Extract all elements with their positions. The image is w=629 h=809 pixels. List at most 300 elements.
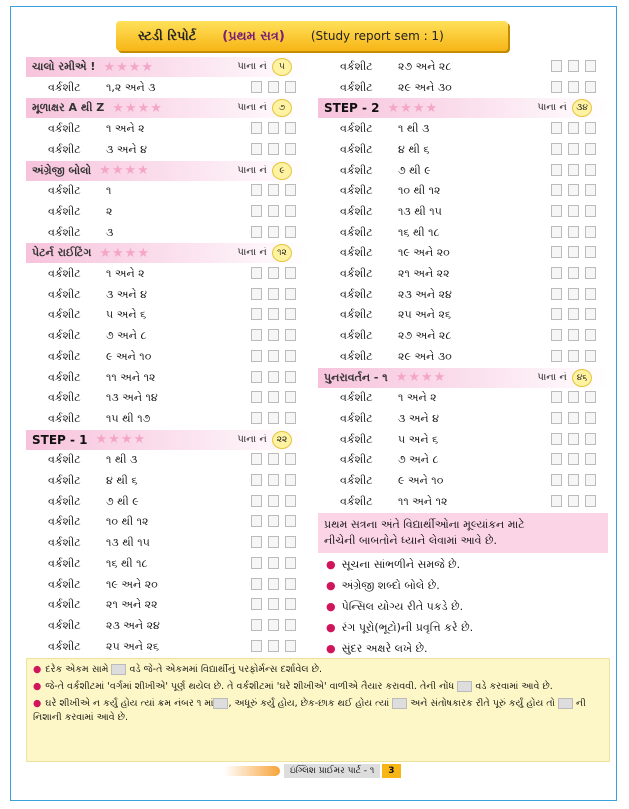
worksheet-range: ૧૧ અને ૧૨	[106, 370, 156, 384]
check-boxes	[251, 557, 296, 569]
check-boxes	[551, 391, 596, 403]
check-box[interactable]	[251, 391, 262, 403]
check-box[interactable]	[285, 474, 296, 486]
checkbox-icon	[457, 681, 472, 692]
check-box[interactable]	[551, 453, 562, 465]
worksheet-label: વર્કશીટ	[340, 494, 373, 508]
check-box[interactable]	[285, 288, 296, 300]
worksheet-range: ૧૯ અને ૨૦	[106, 577, 158, 591]
page-ref-number: ૪૬	[572, 369, 592, 387]
check-box[interactable]	[551, 246, 562, 258]
worksheet-range: ૧૦ થી ૧૨	[398, 184, 441, 198]
worksheet-row	[318, 140, 608, 160]
worksheet-row	[318, 181, 608, 201]
worksheet-label: વર્કશીટ	[340, 267, 373, 280]
worksheet-label: વર્કશીટ	[340, 163, 373, 177]
worksheet-row	[26, 575, 308, 595]
check-boxes	[251, 184, 296, 196]
check-box[interactable]	[285, 350, 296, 362]
check-box[interactable]	[585, 205, 596, 217]
worksheet-label: વર્કશીટ	[48, 142, 81, 156]
worksheet-row	[26, 512, 308, 532]
check-box[interactable]	[285, 205, 296, 217]
check-box[interactable]	[251, 453, 262, 465]
check-box[interactable]	[268, 619, 279, 631]
worksheet-row	[26, 223, 308, 243]
check-box[interactable]	[251, 515, 262, 527]
worksheet-label: વર્કશીટ	[48, 267, 81, 280]
check-box[interactable]	[551, 308, 562, 320]
section-header	[318, 368, 608, 388]
check-box[interactable]	[551, 474, 562, 486]
check-box[interactable]	[268, 536, 279, 548]
worksheet-range: ૧૬ થી ૧૮	[398, 225, 440, 239]
check-boxes	[551, 143, 596, 155]
check-box[interactable]	[551, 267, 562, 279]
check-boxes	[251, 267, 296, 279]
check-box[interactable]	[551, 350, 562, 362]
section-title: STEP - 1	[32, 432, 88, 447]
worksheet-range: ૨	[106, 204, 113, 218]
worksheet-label: વર્કશીટ	[340, 432, 373, 446]
check-boxes	[251, 515, 296, 527]
worksheet-row	[26, 450, 308, 470]
worksheet-row	[318, 347, 608, 367]
check-box[interactable]	[551, 412, 562, 424]
check-box[interactable]	[268, 412, 279, 424]
page-ref-number: ૭	[272, 99, 292, 117]
check-box[interactable]	[251, 143, 262, 155]
check-boxes	[551, 81, 596, 93]
check-box[interactable]	[251, 329, 262, 341]
check-box[interactable]	[568, 81, 579, 93]
worksheet-row	[26, 492, 308, 512]
check-box[interactable]	[585, 81, 596, 93]
section-header	[26, 161, 308, 181]
check-box[interactable]	[568, 164, 579, 176]
check-box[interactable]	[551, 205, 562, 217]
check-box[interactable]	[251, 578, 262, 590]
worksheet-row	[26, 409, 308, 429]
check-box[interactable]	[268, 598, 279, 610]
worksheet-label: વર્કશીટ	[48, 577, 81, 591]
check-box[interactable]	[251, 184, 262, 196]
check-box[interactable]	[585, 122, 596, 134]
worksheet-range: ૧ અને ૨	[398, 391, 437, 405]
check-box[interactable]	[585, 495, 596, 507]
worksheet-label: વર્કશીટ	[340, 204, 373, 218]
check-box[interactable]	[251, 308, 262, 320]
check-box[interactable]	[268, 391, 279, 403]
check-box[interactable]	[285, 598, 296, 610]
title-english: (Study report sem : 1)	[310, 29, 444, 43]
check-box[interactable]	[568, 205, 579, 217]
worksheet-label: વર્કશીટ	[340, 308, 373, 322]
check-box[interactable]	[568, 143, 579, 155]
instruction-3: ● ઘરે શીખીએ ન કર્યું હોય ત્યાં ક્રમ નંબર ૧ માં , અધૂરું કર્યું હોય, છેક-છાક થઈ હોય ત્યાં અને સંતોષકારક રીતે પૂરું કર્યું હોય તો ની નિશાની કરવામાં આવે છે.	[33, 698, 586, 723]
worksheet-range: ૧ થી ૩	[398, 122, 430, 136]
worksheet-row	[318, 450, 608, 470]
check-box[interactable]	[251, 412, 262, 424]
check-box[interactable]	[551, 60, 562, 72]
page-title	[116, 21, 508, 51]
check-box[interactable]	[251, 350, 262, 362]
check-box[interactable]	[285, 453, 296, 465]
worksheet-label: વર્કશીટ	[340, 474, 373, 487]
worksheet-range: ૯ અને ૧૦	[106, 349, 152, 363]
check-boxes	[251, 453, 296, 465]
worksheet-row	[26, 471, 308, 491]
check-box[interactable]	[585, 60, 596, 72]
worksheet-range: ૧ થી ૩	[106, 453, 138, 467]
check-box[interactable]	[551, 226, 562, 238]
note-line-1: પ્રથમ સત્રના અંતે વિદ્યાર્થીઓના મૂલ્યાંકન માટે	[324, 518, 525, 531]
check-box[interactable]	[285, 226, 296, 238]
worksheet-label: વર્કશીટ	[340, 411, 373, 425]
check-box[interactable]	[285, 267, 296, 279]
check-box[interactable]	[251, 640, 262, 652]
worksheet-row	[26, 119, 308, 139]
worksheet-row	[26, 388, 308, 408]
check-box[interactable]	[551, 143, 562, 155]
worksheet-row	[26, 347, 308, 367]
check-box[interactable]	[568, 433, 579, 445]
worksheet-range: ૧૩ થી ૧૫	[106, 536, 150, 550]
check-box[interactable]	[268, 143, 279, 155]
check-box[interactable]	[285, 81, 296, 93]
worksheet-range: ૧૬ થી ૧૮	[106, 556, 148, 570]
check-box[interactable]	[268, 350, 279, 362]
check-box[interactable]	[285, 495, 296, 507]
worksheet-range: ૨૭ અને ૨૮	[398, 329, 452, 343]
check-box[interactable]	[551, 433, 562, 445]
title-gujarati: સ્ટડી રિપોર્ટ	[138, 28, 197, 44]
rating-stars-icon: ★★★★	[387, 100, 439, 116]
check-box[interactable]	[268, 329, 279, 341]
worksheet-range: ૧ અને ૨	[106, 267, 145, 280]
page-ref: પાના નં ૩૪	[537, 99, 592, 117]
check-box[interactable]	[251, 474, 262, 486]
bullet-item: ● સૂચના સાંભળીને સમજે છે.	[326, 558, 461, 571]
check-boxes	[551, 495, 596, 507]
worksheet-label: વર્કશીટ	[340, 349, 373, 363]
worksheet-label: વર્કશીટ	[340, 391, 373, 405]
check-box[interactable]	[285, 640, 296, 652]
worksheet-range: ૨૧ અને ૨૨	[398, 267, 450, 280]
check-box[interactable]	[251, 288, 262, 300]
worksheet-label: વર્કશીટ	[48, 287, 81, 301]
check-boxes	[551, 122, 596, 134]
worksheet-label: વર્કશીટ	[48, 411, 81, 425]
check-box[interactable]	[268, 226, 279, 238]
worksheet-range: ૪ થી ૬	[106, 474, 138, 487]
check-box[interactable]	[285, 122, 296, 134]
worksheet-row	[318, 326, 608, 346]
check-box[interactable]	[568, 184, 579, 196]
section-title: પેટર્ન રાઈટિંગ	[32, 246, 92, 260]
check-box[interactable]	[568, 350, 579, 362]
check-box[interactable]	[268, 371, 279, 383]
check-box[interactable]	[268, 122, 279, 134]
check-boxes	[551, 474, 596, 486]
check-box[interactable]	[585, 267, 596, 279]
check-box[interactable]	[251, 267, 262, 279]
worksheet-label: વર્કશીટ	[340, 329, 373, 343]
check-box[interactable]	[551, 184, 562, 196]
check-box[interactable]	[268, 495, 279, 507]
check-box[interactable]	[568, 412, 579, 424]
worksheet-range: ૨૯ અને ૩૦	[398, 349, 452, 363]
worksheet-range: ૧,૨ અને ૩	[106, 80, 156, 94]
worksheet-row	[26, 181, 308, 201]
check-box[interactable]	[551, 329, 562, 341]
check-boxes	[551, 164, 596, 176]
worksheet-label: વર્કશીટ	[48, 639, 81, 653]
check-box[interactable]	[585, 308, 596, 320]
check-box[interactable]	[568, 329, 579, 341]
page-ref: પાના નં ૯	[237, 162, 292, 180]
check-boxes	[251, 412, 296, 424]
check-box[interactable]	[568, 495, 579, 507]
check-box[interactable]	[285, 557, 296, 569]
check-box[interactable]	[268, 288, 279, 300]
worksheet-range: ૭ અને ૮	[398, 453, 439, 467]
footer-book-title: ઇંગ્લિશ પ્રાઈમર પાર્ટ - ૧	[284, 764, 380, 778]
check-box[interactable]	[285, 515, 296, 527]
check-box[interactable]	[251, 619, 262, 631]
check-boxes	[251, 598, 296, 610]
worksheet-range: ૧	[106, 184, 112, 198]
check-box[interactable]	[551, 288, 562, 300]
section-header	[26, 430, 308, 450]
check-box[interactable]	[268, 474, 279, 486]
check-box[interactable]	[268, 515, 279, 527]
bullet-item: ● રંગ પૂરો(ભૂટો)ની પ્રવૃત્તિ કરે છે.	[326, 621, 474, 634]
worksheet-label: વર્કશીટ	[48, 536, 81, 550]
check-box[interactable]	[285, 536, 296, 548]
section-title: અંગ્રેજી બોલો	[32, 163, 92, 177]
worksheet-label: વર્કશીટ	[48, 370, 81, 384]
worksheet-row	[318, 119, 608, 139]
worksheet-range: ૨૯ અને ૩૦	[398, 80, 452, 94]
check-boxes	[551, 184, 596, 196]
check-boxes	[251, 536, 296, 548]
check-box[interactable]	[585, 184, 596, 196]
check-box[interactable]	[568, 122, 579, 134]
check-box[interactable]	[585, 143, 596, 155]
bullet-item: ● સુંદર અક્ષરે લખે છે.	[326, 642, 428, 655]
check-boxes	[551, 246, 596, 258]
check-box[interactable]	[251, 495, 262, 507]
check-box[interactable]	[251, 205, 262, 217]
worksheet-label: વર્કશીટ	[48, 349, 81, 363]
check-box[interactable]	[285, 371, 296, 383]
check-box[interactable]	[285, 308, 296, 320]
page-ref: પાના નં ૪૬	[537, 369, 592, 387]
check-box[interactable]	[268, 184, 279, 196]
check-box[interactable]	[551, 122, 562, 134]
bullet-item: ● પેન્સિલ યોગ્ય રીતે પકડે છે.	[326, 600, 464, 613]
check-box[interactable]	[568, 60, 579, 72]
check-boxes	[551, 412, 596, 424]
worksheet-range: ૩ અને ૪	[398, 411, 439, 425]
worksheet-range: ૫ અને ૬	[106, 308, 147, 322]
box-3-icon	[558, 698, 573, 709]
check-box[interactable]	[251, 122, 262, 134]
check-box[interactable]	[251, 226, 262, 238]
worksheet-range: ૨૧ અને ૨૨	[106, 598, 158, 612]
check-box[interactable]	[268, 557, 279, 569]
check-box[interactable]	[585, 288, 596, 300]
check-box[interactable]	[285, 391, 296, 403]
check-box[interactable]	[585, 433, 596, 445]
box-2-icon	[392, 698, 407, 709]
page-ref-number: ૫	[272, 58, 292, 76]
check-box[interactable]	[251, 598, 262, 610]
worksheet-row	[26, 140, 308, 160]
worksheet-row	[318, 223, 608, 243]
check-box[interactable]	[251, 557, 262, 569]
check-boxes	[551, 226, 596, 238]
check-boxes	[551, 205, 596, 217]
check-box[interactable]	[251, 81, 262, 93]
check-box[interactable]	[251, 536, 262, 548]
check-box[interactable]	[568, 288, 579, 300]
check-box[interactable]	[285, 329, 296, 341]
check-box[interactable]	[551, 81, 562, 93]
worksheet-label: વર્કશીટ	[340, 184, 373, 198]
check-boxes	[251, 288, 296, 300]
pencil-arrow-icon	[224, 766, 280, 776]
check-box[interactable]	[285, 578, 296, 590]
worksheet-row	[318, 78, 608, 98]
check-box[interactable]	[568, 474, 579, 486]
check-boxes	[551, 288, 596, 300]
check-box[interactable]	[285, 184, 296, 196]
instruction-1: ● દરેક એકમ સામે વડે જે-તે એકમમાં વિદ્યાર્થીનું પરફોર્મન્સ દર્શાવેલ છે.	[33, 664, 322, 675]
worksheet-label: વર્કશીટ	[340, 60, 373, 73]
worksheet-range: ૧૩ થી ૧૫	[398, 204, 442, 218]
check-boxes	[251, 391, 296, 403]
worksheet-row	[318, 430, 608, 450]
check-box[interactable]	[551, 164, 562, 176]
check-box[interactable]	[585, 474, 596, 486]
check-boxes	[551, 453, 596, 465]
section-header	[26, 98, 308, 118]
check-box[interactable]	[551, 391, 562, 403]
bullet-item: ● અંગ્રેજી શબ્દો બોલે છે.	[326, 579, 440, 592]
check-box[interactable]	[568, 226, 579, 238]
worksheet-label: વર્કશીટ	[48, 474, 81, 487]
worksheet-row	[26, 305, 308, 325]
rating-stars-icon: ★★★★	[99, 163, 150, 178]
worksheet-row	[26, 595, 308, 615]
check-box[interactable]	[585, 329, 596, 341]
worksheet-label: વર્કશીટ	[48, 618, 81, 632]
check-box[interactable]	[268, 81, 279, 93]
worksheet-row	[26, 616, 308, 636]
worksheet-row	[318, 409, 608, 429]
check-box[interactable]	[568, 308, 579, 320]
worksheet-row	[318, 243, 608, 263]
check-box[interactable]	[268, 640, 279, 652]
rating-stars-icon: ★★★★	[99, 245, 150, 261]
worksheet-label: વર્કશીટ	[48, 494, 81, 508]
worksheet-label: વર્કશીટ	[340, 225, 373, 239]
check-boxes	[251, 122, 296, 134]
check-box[interactable]	[568, 453, 579, 465]
check-box[interactable]	[285, 412, 296, 424]
worksheet-range: ૧૫ થી ૧૭	[106, 411, 151, 425]
check-box[interactable]	[585, 453, 596, 465]
worksheet-label: વર્કશીટ	[48, 184, 81, 198]
section-title: મૂળાક્ષર A થી Z	[32, 101, 105, 115]
check-box[interactable]	[268, 205, 279, 217]
check-box[interactable]	[551, 495, 562, 507]
check-box[interactable]	[585, 226, 596, 238]
page-ref-number: ૨૨	[272, 431, 292, 449]
page-ref-number: ૧૨	[272, 244, 292, 262]
check-boxes	[551, 60, 596, 72]
box-1-icon	[213, 698, 228, 709]
check-box[interactable]	[285, 619, 296, 631]
worksheet-range: ૧૦ થી ૧૨	[106, 515, 149, 529]
check-boxes	[251, 619, 296, 631]
worksheet-row	[26, 202, 308, 222]
page-ref: પાના નં ૭	[237, 99, 292, 117]
worksheet-range: ૨૩ અને ૨૪	[106, 618, 160, 632]
worksheet-label: વર્કશીટ	[48, 308, 81, 322]
check-box[interactable]	[268, 308, 279, 320]
check-box[interactable]	[585, 246, 596, 258]
worksheet-range: ૩	[106, 225, 114, 239]
check-box[interactable]	[568, 267, 579, 279]
check-box[interactable]	[568, 246, 579, 258]
check-boxes	[551, 433, 596, 445]
worksheet-row	[318, 57, 608, 77]
section-header	[26, 57, 308, 77]
worksheet-row	[318, 388, 608, 408]
check-boxes	[251, 81, 296, 93]
footer	[224, 762, 424, 780]
check-box[interactable]	[585, 164, 596, 176]
check-box[interactable]	[585, 350, 596, 362]
check-box[interactable]	[585, 412, 596, 424]
worksheet-label: વર્કશીટ	[48, 598, 81, 612]
check-box[interactable]	[285, 143, 296, 155]
worksheet-range: ૯ અને ૧૦	[398, 474, 444, 487]
check-box[interactable]	[268, 267, 279, 279]
rating-stars-icon: ★★★★	[112, 100, 163, 116]
check-box[interactable]	[251, 371, 262, 383]
check-box[interactable]	[568, 391, 579, 403]
check-box[interactable]	[268, 453, 279, 465]
worksheet-label: વર્કશીટ	[48, 515, 81, 529]
check-boxes	[551, 350, 596, 362]
check-box[interactable]	[585, 391, 596, 403]
worksheet-label: વર્કશીટ	[48, 80, 81, 94]
worksheet-row	[318, 492, 608, 512]
page-ref: પાના નં ૧૨	[237, 244, 292, 262]
worksheet-row	[318, 285, 608, 305]
worksheet-label: વર્કશીટ	[340, 142, 373, 156]
worksheet-range: ૭ અને ૮	[106, 329, 147, 343]
check-box[interactable]	[268, 578, 279, 590]
check-boxes	[251, 143, 296, 155]
worksheet-label: વર્કશીટ	[340, 80, 373, 94]
worksheet-range: ૧ અને ૨	[106, 122, 145, 136]
worksheet-label: વર્કશીટ	[48, 225, 81, 239]
